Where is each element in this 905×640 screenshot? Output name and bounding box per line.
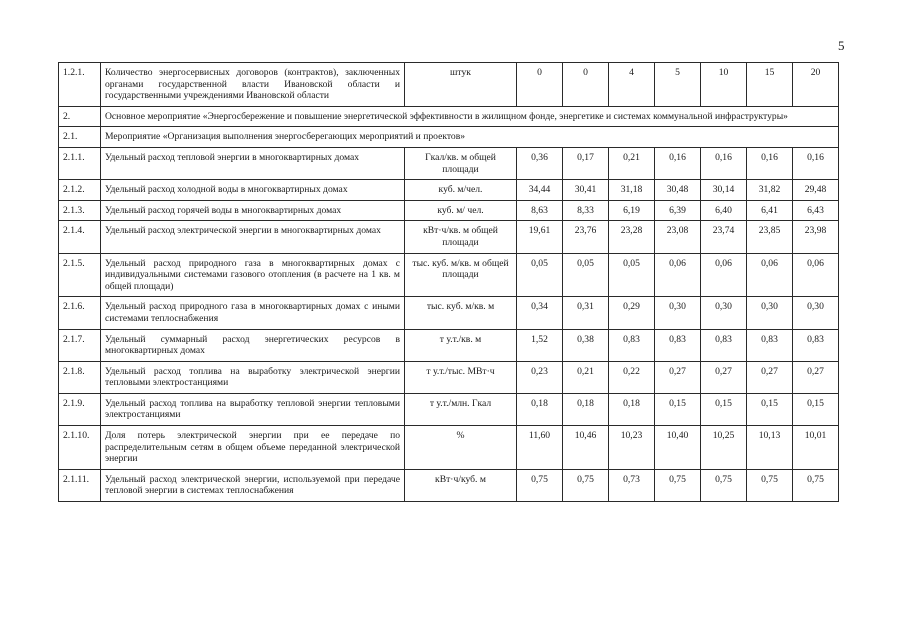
table-row <box>59 127 839 148</box>
value-cell: 0,83 <box>655 329 701 361</box>
value-cell: 0,83 <box>701 329 747 361</box>
value-cell: 10,13 <box>747 426 793 470</box>
value-cell: 30,41 <box>563 180 609 201</box>
table-row <box>59 469 839 501</box>
table-row <box>59 63 839 107</box>
value-cell: 0,29 <box>609 297 655 329</box>
value-cell: 0,75 <box>655 469 701 501</box>
table-row <box>59 297 839 329</box>
table-row <box>59 426 839 470</box>
indicator-description: Удельный расход природного газа в многоквартирных домах с индивидуальными системами газового отопления (в расчете на 1 кв. м общей площади) <box>101 253 405 297</box>
row-number: 2.1.6. <box>59 297 101 329</box>
value-cell: 19,61 <box>517 221 563 253</box>
value-cell: 0,06 <box>793 253 839 297</box>
row-number: 2.1.3. <box>59 200 101 221</box>
value-cell: 10,46 <box>563 426 609 470</box>
value-cell: 0,36 <box>517 147 563 179</box>
section-title: Основное мероприятие «Энергосбережение и повышение энергетической эффективности в жилищном фонде, энергетике и системах коммунальной инфраструктуры» <box>101 106 839 127</box>
section-title: Мероприятие «Организация выполнения энергосберегающих мероприятий и проектов» <box>101 127 839 148</box>
indicator-description: Удельный расход горячей воды в многоквартирных домах <box>101 200 405 221</box>
value-cell: 6,43 <box>793 200 839 221</box>
value-cell: 0,22 <box>609 361 655 393</box>
value-cell: 0,18 <box>563 393 609 425</box>
indicator-description: Удельный расход холодной воды в многоквартирных домах <box>101 180 405 201</box>
value-cell: 0,16 <box>655 147 701 179</box>
value-cell: 0,05 <box>609 253 655 297</box>
unit-of-measure: тыс. куб. м/кв. м общей площади <box>405 253 517 297</box>
table-row <box>59 329 839 361</box>
value-cell: 0,16 <box>701 147 747 179</box>
row-number: 2.1.10. <box>59 426 101 470</box>
value-cell: 0,18 <box>609 393 655 425</box>
unit-of-measure: куб. м/ чел. <box>405 200 517 221</box>
table-row <box>59 393 839 425</box>
row-number: 2.1.2. <box>59 180 101 201</box>
unit-of-measure: тыс. куб. м/кв. м <box>405 297 517 329</box>
value-cell: 0 <box>563 63 609 107</box>
value-cell: 0,27 <box>793 361 839 393</box>
unit-of-measure: т у.т./млн. Гкал <box>405 393 517 425</box>
value-cell: 23,28 <box>609 221 655 253</box>
table-row <box>59 253 839 297</box>
value-cell: 5 <box>655 63 701 107</box>
row-number: 2.1.1. <box>59 147 101 179</box>
indicator-description: Удельный расход топлива на выработку электрической энергии тепловыми электростанциями <box>101 361 405 393</box>
row-number: 2.1.4. <box>59 221 101 253</box>
value-cell: 0,75 <box>701 469 747 501</box>
value-cell: 8,63 <box>517 200 563 221</box>
value-cell: 0,15 <box>793 393 839 425</box>
table-row <box>59 221 839 253</box>
value-cell: 0,18 <box>517 393 563 425</box>
value-cell: 23,98 <box>793 221 839 253</box>
value-cell: 0,15 <box>701 393 747 425</box>
row-number: 2.1.8. <box>59 361 101 393</box>
value-cell: 0,21 <box>609 147 655 179</box>
value-cell: 23,76 <box>563 221 609 253</box>
row-number: 2.1.11. <box>59 469 101 501</box>
value-cell: 0,30 <box>793 297 839 329</box>
value-cell: 31,18 <box>609 180 655 201</box>
value-cell: 0,15 <box>655 393 701 425</box>
table-row <box>59 200 839 221</box>
value-cell: 0,06 <box>747 253 793 297</box>
indicator-description: Удельный расход природного газа в многоквартирных домах с иными системами теплоснабжения <box>101 297 405 329</box>
unit-of-measure: кВт·ч/кв. м общей площади <box>405 221 517 253</box>
unit-of-measure: куб. м/чел. <box>405 180 517 201</box>
unit-of-measure: кВт·ч/куб. м <box>405 469 517 501</box>
table-row <box>59 147 839 179</box>
value-cell: 15 <box>747 63 793 107</box>
value-cell: 0,73 <box>609 469 655 501</box>
value-cell: 0,38 <box>563 329 609 361</box>
value-cell: 23,74 <box>701 221 747 253</box>
indicator-description: Удельный расход топлива на выработку тепловой энергии тепловыми электростанциями <box>101 393 405 425</box>
row-number: 2.1.9. <box>59 393 101 425</box>
unit-of-measure: Гкал/кв. м общей площади <box>405 147 517 179</box>
indicator-description: Удельный расход электрической энергии, используемой при передаче тепловой энергии в системах теплоснабжения <box>101 469 405 501</box>
value-cell: 6,41 <box>747 200 793 221</box>
value-cell: 0,75 <box>793 469 839 501</box>
value-cell: 0,83 <box>747 329 793 361</box>
value-cell: 0,75 <box>747 469 793 501</box>
value-cell: 0,83 <box>609 329 655 361</box>
value-cell: 0,15 <box>747 393 793 425</box>
indicator-description: Удельный расход электрической энергии в многоквартирных домах <box>101 221 405 253</box>
value-cell: 0,16 <box>747 147 793 179</box>
value-cell: 20 <box>793 63 839 107</box>
value-cell: 0,30 <box>747 297 793 329</box>
row-number: 1.2.1. <box>59 63 101 107</box>
value-cell: 10,40 <box>655 426 701 470</box>
indicator-description: Количество энергосервисных договоров (контрактов), заключенных органами государственной власти Ивановской области и государственными учреждениями Ивановской области <box>101 63 405 107</box>
value-cell: 0,06 <box>701 253 747 297</box>
unit-of-measure: т у.т./тыс. МВт·ч <box>405 361 517 393</box>
indicator-description: Удельный суммарный расход энергетических ресурсов в многоквартирных домах <box>101 329 405 361</box>
value-cell: 0,83 <box>793 329 839 361</box>
value-cell: 31,82 <box>747 180 793 201</box>
value-cell: 0,17 <box>563 147 609 179</box>
table-row <box>59 106 839 127</box>
value-cell: 0,27 <box>747 361 793 393</box>
indicator-table <box>58 62 839 502</box>
value-cell: 0,23 <box>517 361 563 393</box>
value-cell: 30,14 <box>701 180 747 201</box>
row-number: 2. <box>59 106 101 127</box>
value-cell: 29,48 <box>793 180 839 201</box>
value-cell: 10,23 <box>609 426 655 470</box>
value-cell: 10,01 <box>793 426 839 470</box>
value-cell: 6,19 <box>609 200 655 221</box>
row-number: 2.1.5. <box>59 253 101 297</box>
value-cell: 0,34 <box>517 297 563 329</box>
value-cell: 0,30 <box>655 297 701 329</box>
value-cell: 0,31 <box>563 297 609 329</box>
value-cell: 0,16 <box>793 147 839 179</box>
value-cell: 0,05 <box>517 253 563 297</box>
table-row <box>59 361 839 393</box>
unit-of-measure: т у.т./кв. м <box>405 329 517 361</box>
value-cell: 4 <box>609 63 655 107</box>
value-cell: 0,27 <box>655 361 701 393</box>
value-cell: 23,08 <box>655 221 701 253</box>
unit-of-measure: % <box>405 426 517 470</box>
value-cell: 34,44 <box>517 180 563 201</box>
value-cell: 0,75 <box>517 469 563 501</box>
value-cell: 23,85 <box>747 221 793 253</box>
value-cell: 0,30 <box>701 297 747 329</box>
indicator-description: Удельный расход тепловой энергии в многоквартирных домах <box>101 147 405 179</box>
value-cell: 10 <box>701 63 747 107</box>
indicator-description: Доля потерь электрической энергии при ее передаче по распределительным сетям в общем объеме переданной электрической энергии <box>101 426 405 470</box>
row-number: 2.1. <box>59 127 101 148</box>
value-cell: 0,05 <box>563 253 609 297</box>
row-number: 2.1.7. <box>59 329 101 361</box>
value-cell: 0,21 <box>563 361 609 393</box>
value-cell: 0,27 <box>701 361 747 393</box>
value-cell: 0 <box>517 63 563 107</box>
table-row <box>59 180 839 201</box>
value-cell: 8,33 <box>563 200 609 221</box>
unit-of-measure: штук <box>405 63 517 107</box>
value-cell: 30,48 <box>655 180 701 201</box>
value-cell: 0,75 <box>563 469 609 501</box>
value-cell: 6,39 <box>655 200 701 221</box>
value-cell: 11,60 <box>517 426 563 470</box>
page-number: 5 <box>838 38 845 53</box>
value-cell: 10,25 <box>701 426 747 470</box>
value-cell: 0,06 <box>655 253 701 297</box>
value-cell: 1,52 <box>517 329 563 361</box>
value-cell: 6,40 <box>701 200 747 221</box>
